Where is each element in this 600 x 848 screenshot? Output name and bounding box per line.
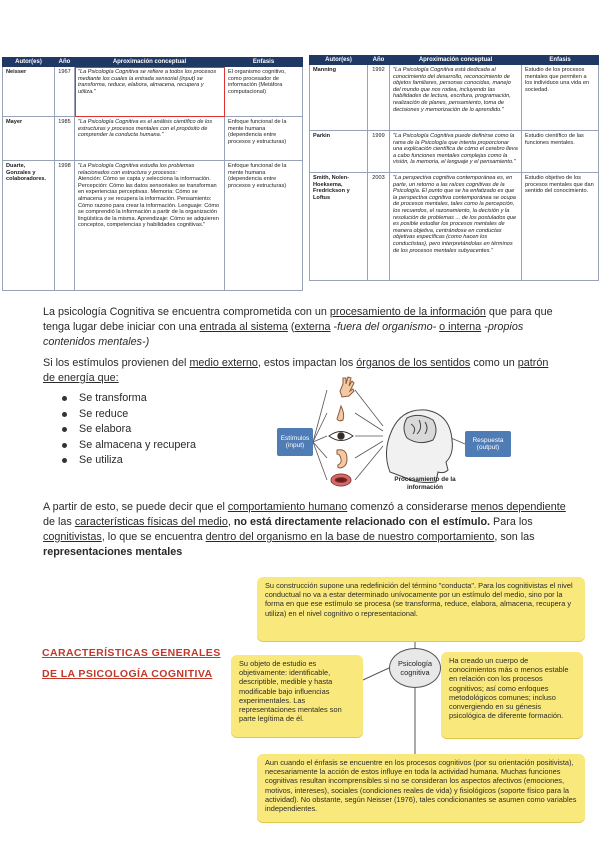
note-top: Su construcción supone una redefinición del término "conducta". Para los cognitivistas el nivel conductual no va a estar determinado unívocamente por un estímulo del medio, sino por la forma en que ese estímulo se procesa (se transforma, reduce, elabora, almacena, recupera y utiliza) en el nivel cognitivo o representacional. [257, 577, 585, 641]
center-label: cognitiva [400, 668, 430, 677]
concept-text: "La Psicología Cognitiva estudia los problemas relacionados con estructura y procesos: [78, 163, 195, 176]
underlined-text: órganos de los sentidos [356, 357, 471, 369]
concept-extra-text: Atención: Cómo se capta y selecciona la información. Percepción: Cómo las datos sensoriales se transforman en experiencias perceptivas. Memoria: Cómo se almacena y se recupera la información. Pensamiento: Cómo razono para crear la información. Lenguaje: Cómo se comprendió la información a partir de la organización lingüística de la misma. Aprendizaje: Cómo se adquieren conceptos, competencias y habilidades cognitivas." [78, 176, 220, 229]
header-cell: Año [55, 58, 75, 67]
author-cell: Neisser [3, 67, 55, 117]
figure-caption: Procesamiento de la información [394, 476, 456, 491]
text-run: comenzó a considerarse [347, 501, 471, 513]
underlined-text: cognitivistas [43, 531, 102, 543]
underlined-text: procesamiento de la información [329, 306, 486, 318]
title-line: DE LA PSICOLOGÍA COGNITIVA [42, 668, 213, 680]
input-label: Estímulos [280, 435, 310, 442]
header-cell: Aproximación conceptual [75, 58, 225, 67]
bold-text: representaciones mentales [43, 546, 183, 558]
bold-text: no está [233, 516, 275, 528]
center-label: Psicología [397, 659, 433, 668]
year-cell: 2003 [368, 173, 390, 281]
emphasis-cell: Enfoque funcional de la mente humana (dependencia entre procesos y estructuras) [225, 161, 303, 291]
author-cell: Duarte, Gonzales y colaboradores. [3, 161, 55, 291]
emphasis-cell: Estudio objetivo de los procesos mentales que dan sentido del conocimiento. [522, 173, 599, 281]
concept-cell: "La Psicología Cognitiva está dedicada al conocimiento del desarrollo, reconocimiento de objetos familiares, personas conocidas, manejo del mundo que nos rodea, incluyendo las habilidades de lectura, escritura, programación, realización de planes, pensamiento, toma de decisiones y memorización de lo aprendido." [390, 65, 522, 131]
concept-map-center-node [389, 648, 441, 688]
underlined-text: características físicas del medio [74, 516, 228, 528]
author-cell: Manning [310, 65, 368, 131]
note-right: Ha creado un cuerpo de conocimientos más o menos estable en relación con los procesos cognitivos; así como enfoques metodológicos comunes; incluso convergiendo en su génesis psicológica de diferente formación. [441, 652, 583, 738]
header-cell: Enfasis [522, 56, 599, 65]
text-run: , [227, 516, 234, 528]
title-line: CARACTERÍSTICAS GENERALES [42, 647, 221, 659]
list-item-label: Se utiliza [79, 454, 123, 466]
underlined-text: dentro del organismo en la base de nuestro comportamiento [205, 531, 495, 543]
list-item-label: Se elabora [79, 423, 132, 435]
output-sublabel: (output) [476, 444, 500, 451]
emphasis-cell: Enfoque funcional de la mente humana (dependencia entre procesos y estructuras) [225, 117, 303, 161]
year-cell: 1992 [368, 65, 390, 131]
text-run: A partir de esto, se puede decir que el [43, 501, 228, 513]
text-run: Si los estímulos provienen del [43, 357, 190, 369]
emphasis-cell: Estudio científico de las funciones mentales. [522, 131, 599, 173]
underlined-text: externa [294, 321, 331, 333]
header-cell: Autor(es) [310, 56, 368, 65]
header-cell: Aproximación conceptual [390, 56, 522, 65]
note-left: Su objeto de estudio es objetivamente: identificable, descriptible, medible y hasta modificable bajo influencias experimentales. Las representaciones mentales son parte legítima de él. [231, 655, 363, 737]
text-run: ( [287, 321, 295, 333]
header-cell: Enfasis [225, 58, 303, 67]
emphasis-cell: Estudio de los procesos mentales que permiten a los individuos una vida en sociedad. [522, 65, 599, 131]
text-run: - [330, 321, 338, 333]
text-run: como un [470, 357, 518, 369]
text-run: que para que tenga lugar debe iniciar con una [43, 306, 553, 333]
output-label: Respuesta [472, 437, 504, 444]
text-run: - [481, 321, 488, 333]
underlined-text: entrada al sistema [199, 321, 288, 333]
italic-text: fuera del organismo- [337, 321, 437, 333]
italic-text: propios contenidos mentales-) [43, 321, 524, 348]
author-cell: Mayer [3, 117, 55, 161]
concept-cell: "La Psicología Cognitiva es el análisis científico de los estructuras y procesos mentales con el propósito de comprender la conducta humana." [75, 117, 225, 161]
year-cell: 1967 [55, 67, 75, 117]
year-cell: 1985 [55, 117, 75, 161]
text-run: , lo que se encuentra [101, 531, 206, 543]
concept-cell: "La Psicología Cognitiva puede definirse como la rama de la Psicología que intenta proporcionar una explicación científica de cómo el cerebro lleva a cabo funciones mentales complejas como la visión, la memoria, el lenguaje y el pensamiento." [390, 131, 522, 173]
author-cell: Parkin [310, 131, 368, 173]
header-cell: Año [368, 56, 390, 65]
text-run: La psicología Cognitiva se encuentra comprometida con un [43, 306, 330, 318]
underlined-text: o interna [439, 321, 482, 333]
underlined-text: patrón de energía que: [43, 357, 549, 384]
text-run: , son las [494, 531, 535, 543]
year-cell: 1999 [368, 131, 390, 173]
concept-cell: "La perspectiva cognitiva contemporánea es, en parte, un retorno a las raíces cognitivas de la Psicología. El punto que se ha enfatizado es que la perspectiva cognitiva contemporánea se ocupa de procesos mentales, tales como la percepción, los recuerdos, el razonamiento, la decisión y la resolución de problemas ... de los postulados que es posible estudiar los procesos mentales de manera objetiva, centrándose en conductas objetivas específicas (como hacen los conductistas), pero interpretándolas en términos de los procesos mentales subyacentes." [390, 173, 522, 281]
bold-text: directamente relacionado con el estímulo. [274, 516, 491, 528]
text-run: Para los [490, 516, 533, 528]
underlined-text: comportamiento humano [227, 501, 348, 513]
text-run: , estos impactan los [257, 357, 357, 369]
concept-cell: "La Psicología Cognitiva se refiere a todos los procesos mediante los cuales la entrada sensorial (input) se transforma, reduce, elabora, almacena, recupera y utiliza." [75, 67, 225, 117]
input-sublabel: (input) [285, 442, 305, 449]
header-cell: Autor(es) [3, 58, 55, 67]
underlined-text: menos dependiente [470, 501, 566, 513]
text-run: de las [43, 516, 75, 528]
list-item-label: Se transforma [79, 392, 147, 404]
underlined-text: medio externo [189, 357, 258, 369]
emphasis-cell: El organismo cognitivo, como procesador de información (Metáfora computacional) [225, 67, 303, 117]
year-cell: 1998 [55, 161, 75, 291]
list-item-label: Se almacena y recupera [79, 438, 197, 451]
note-bottom: Aun cuando el énfasis se encuentre en los procesos cognitivos (por su orientación positivista), necesariamente la acción de estos influye en toda la actividad humana. Muchas funciones cognitivas resultan incomprensibles si no se consideran los aspectos afectivos (emociones, motivos, intereses), sociales (condiciones reales de vida) y fisiológicos (soporte físico para la actividad). No obstante, según Neisser (1976), tales condicionantes se asumen como variables independientes. [257, 754, 585, 822]
author-cell: Smith, Nolen-Hoeksema, Fredrickson y Loftus [310, 173, 368, 281]
list-item-label: Se reduce [79, 407, 129, 420]
